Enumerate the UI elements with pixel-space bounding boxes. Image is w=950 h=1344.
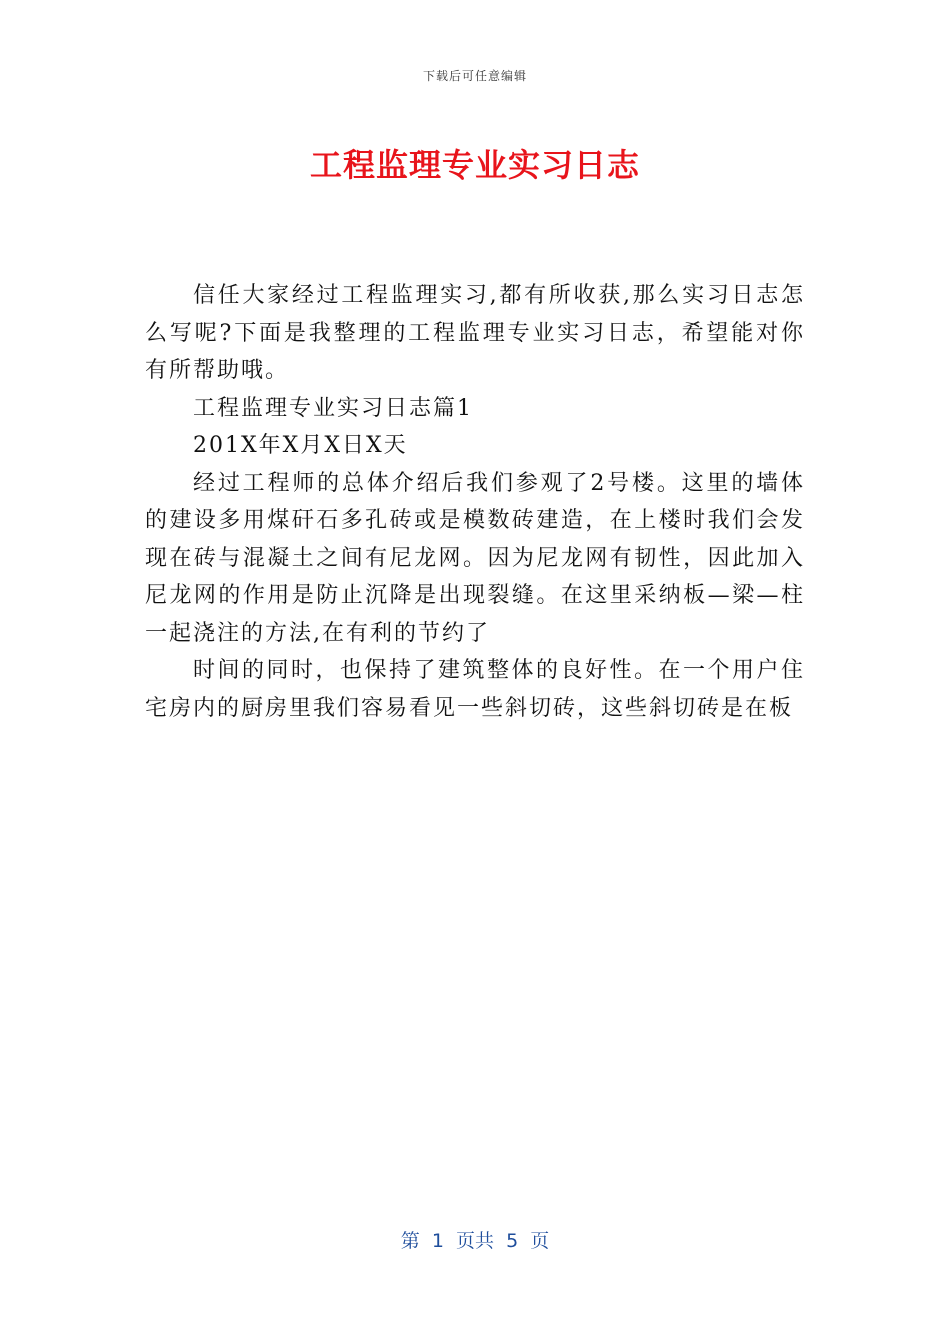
page-footer: 第 1 页共 5 页 xyxy=(400,1230,550,1252)
paragraph-section-heading: 工程监理专业实习日志篇1 xyxy=(193,395,473,421)
paragraph-date: 201X年X月X日X天 xyxy=(193,433,408,458)
paragraph-intro: 信任大家经过工程监理实习,都有所收获,那么实习日志怎么写呢?下面是我整理的工程监理专业实习日志，希望能对你有所帮助哦。 xyxy=(145,283,805,383)
document-body xyxy=(145,277,805,727)
paragraph-building-visit: 经过工程师的总体介绍后我们参观了2号楼。这里的墙体的建设多用煤矸石多孔砖或是模数砖建造，在上楼时我们会发现在砖与混凝土之间有尼龙网。因为尼龙网有韧性，因此加入尼龙网的作用是防止沉降是出现裂缝。在这里采纳板—梁—柱一起浇注的方法,在有利的节约了 xyxy=(145,470,805,646)
paragraph-kitchen: 时间的同时，也保持了建筑整体的良好性。在一个用户住宅房内的厨房里我们容易看见一些斜切砖，这些斜切砖是在板 xyxy=(145,658,805,721)
document-title: 工程监理专业实习日志 xyxy=(309,146,640,184)
header-note: 下载后可任意编辑 xyxy=(422,69,527,83)
